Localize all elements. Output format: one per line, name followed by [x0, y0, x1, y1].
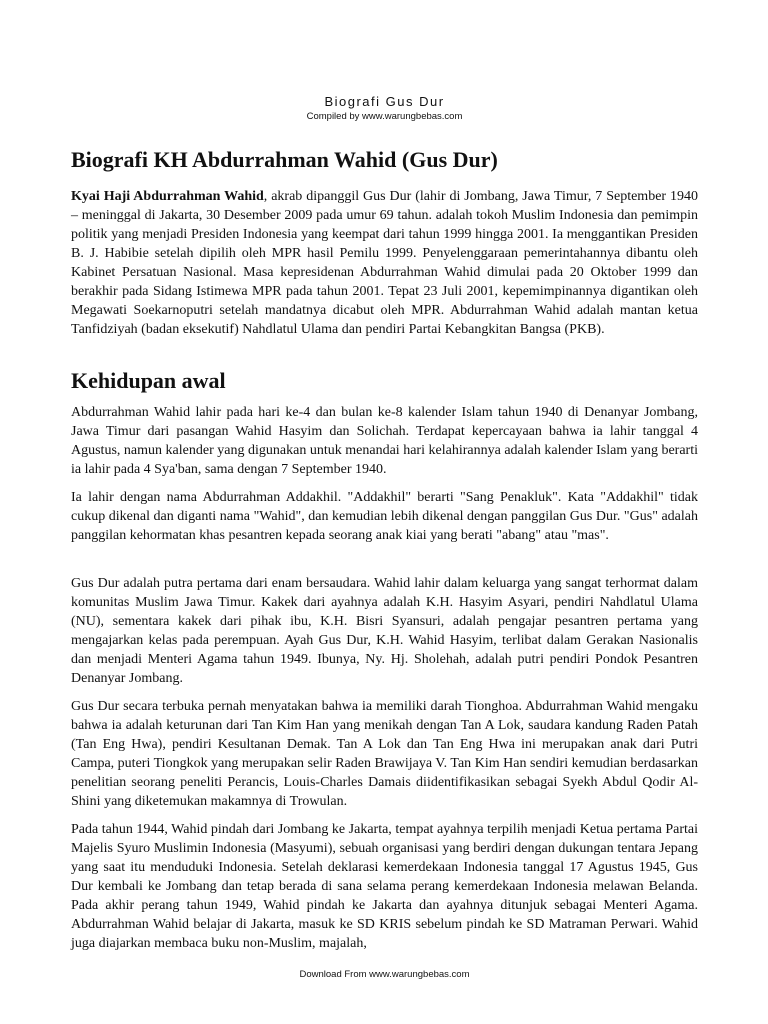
running-header-title: Biografi Gus Dur	[324, 94, 445, 109]
paragraph: Gus Dur secara terbuka pernah menyatakan bahwa ia memiliki darah Tionghoa. Abdurrahman Wahid mengaku bahwa ia adalah keturunan dari Tan Kim Han yang menikah dengan Tan A Lok, saudara kandung Raden Patah (Tan Eng Hwa), pendiri Kesultanan Demak. Tan A Lok dan Tan Eng Hwa ini merupakan anak dari Putri Campa, puteri Tiongkok yang merupakan selir Raden Brawijaya V. Tan Kim Han sendiri kemudian berdasarkan penelitian seorang peneliti Perancis, Louis-Charles Damais diidentifikasikan sebagai Syekh Abdul Qodir Al-Shini yang diketemukan makamnya di Trowulan.	[71, 699, 698, 809]
document-title: Biografi KH Abdurrahman Wahid (Gus Dur)	[71, 147, 498, 172]
intro-paragraph	[71, 187, 698, 339]
page-footer: Download From www.warungbebas.com	[299, 969, 470, 980]
section-title: Kehidupan awal	[71, 368, 226, 393]
paragraph: Gus Dur adalah putra pertama dari enam bersaudara. Wahid lahir dalam keluarga yang sangat terhormat dalam komunitas Muslim Jawa Timur. Kakek dari ayahnya adalah K.H. Hasyim Asyari, pendiri Nahdlatul Ulama (NU), sementara kakek dari pihak ibu, K.H. Bisri Syansuri, adalah pengajar pesantren pertama yang mengajarkan kelas pada perempuan. Ayah Gus Dur, K.H. Wahid Hasyim, terlibat dalam Gerakan Nasionalis dan menjadi Menteri Agama tahun 1949. Ibunya, Ny. Hj. Sholehah, adalah putri pendiri Pondok Pesantren Denanyar Jombang.	[71, 576, 698, 686]
document-page	[71, 0, 698, 1024]
running-header	[71, 94, 698, 123]
intro-paragraph-text: , akrab dipanggil Gus Dur (lahir di Jombang, Jawa Timur, 7 September 1940 – meninggal di Jakarta, 30 Desember 2009 pada umur 69 tahun. adalah tokoh Muslim Indonesia dan pemimpin politik yang menjadi Presiden Indonesia yang keempat dari tahun 1999 hingga 2001. Ia menggantikan Presiden B. J. Habibie setelah dipilih oleh MPR hasil Pemilu 1999. Penyelenggaraan pemerintahannya dibantu oleh Kabinet Persatuan Nasional. Masa kepresidenan Abdurrahman Wahid dimulai pada 20 Oktober 1999 dan berakhir pada Sidang Istimewa MPR pada tahun 2001. Tepat 23 Juli 2001, kepemimpinannya digantikan oleh Megawati Soekarnoputri setelah mandatnya dicabut oleh MPR. Abdurrahman Wahid adalah mantan ketua Tanfidziyah (badan eksekutif) Nahdlatul Ulama dan pendiri Partai Kebangkitan Bangsa (PKB).	[71, 189, 699, 337]
paragraph: Pada tahun 1944, Wahid pindah dari Jombang ke Jakarta, tempat ayahnya terpilih menjadi Ketua pertama Partai Majelis Syuro Muslimin Indonesia (Masyumi), sebuah organisasi yang berdiri dengan dukungan tentara Jepang yang saat itu menduduki Indonesia. Setelah deklarasi kemerdekaan Indonesia tanggal 17 Agustus 1945, Gus Dur kembali ke Jombang dan tetap berada di sana selama perang kemerdekaan Indonesia melawan Belanda. Pada akhir perang tahun 1949, Wahid pindah ke Jakarta dan ayahnya ditunjuk sebagai Menteri Agama. Abdurrahman Wahid belajar di Jakarta, masuk ke SD KRIS sebelum pindah ke SD Matraman Perwari. Wahid juga diajarkan membaca buku non-Muslim, majalah,	[71, 822, 698, 951]
running-header-compiled-by: Compiled by www.warungbebas.com	[306, 111, 463, 122]
paragraph: Abdurrahman Wahid lahir pada hari ke-4 dan bulan ke-8 kalender Islam tahun 1940 di Denanyar Jombang, Jawa Timur dari pasangan Wahid Hasyim dan Solichah. Terdapat kepercayaan bahwa ia lahir tanggal 4 Agustus, namun kalender yang digunakan untuk menandai hari kelahirannya adalah kalender Islam yang berarti ia lahir pada 4 Sya'ban, sama dengan 7 September 1940.	[71, 405, 698, 477]
paragraph: Ia lahir dengan nama Abdurrahman Addakhil. "Addakhil" berarti "Sang Penakluk". Kata "Addakhil" tidak cukup dikenal dan diganti nama "Wahid", dan kemudian lebih dikenal dengan panggilan Gus Dur. "Gus" adalah panggilan kehormatan khas pesantren kepada seorang anak kiai yang berati "abang" atau "mas".	[71, 490, 698, 543]
intro-subject-name: Kyai Haji Abdurrahman Wahid	[71, 189, 264, 204]
